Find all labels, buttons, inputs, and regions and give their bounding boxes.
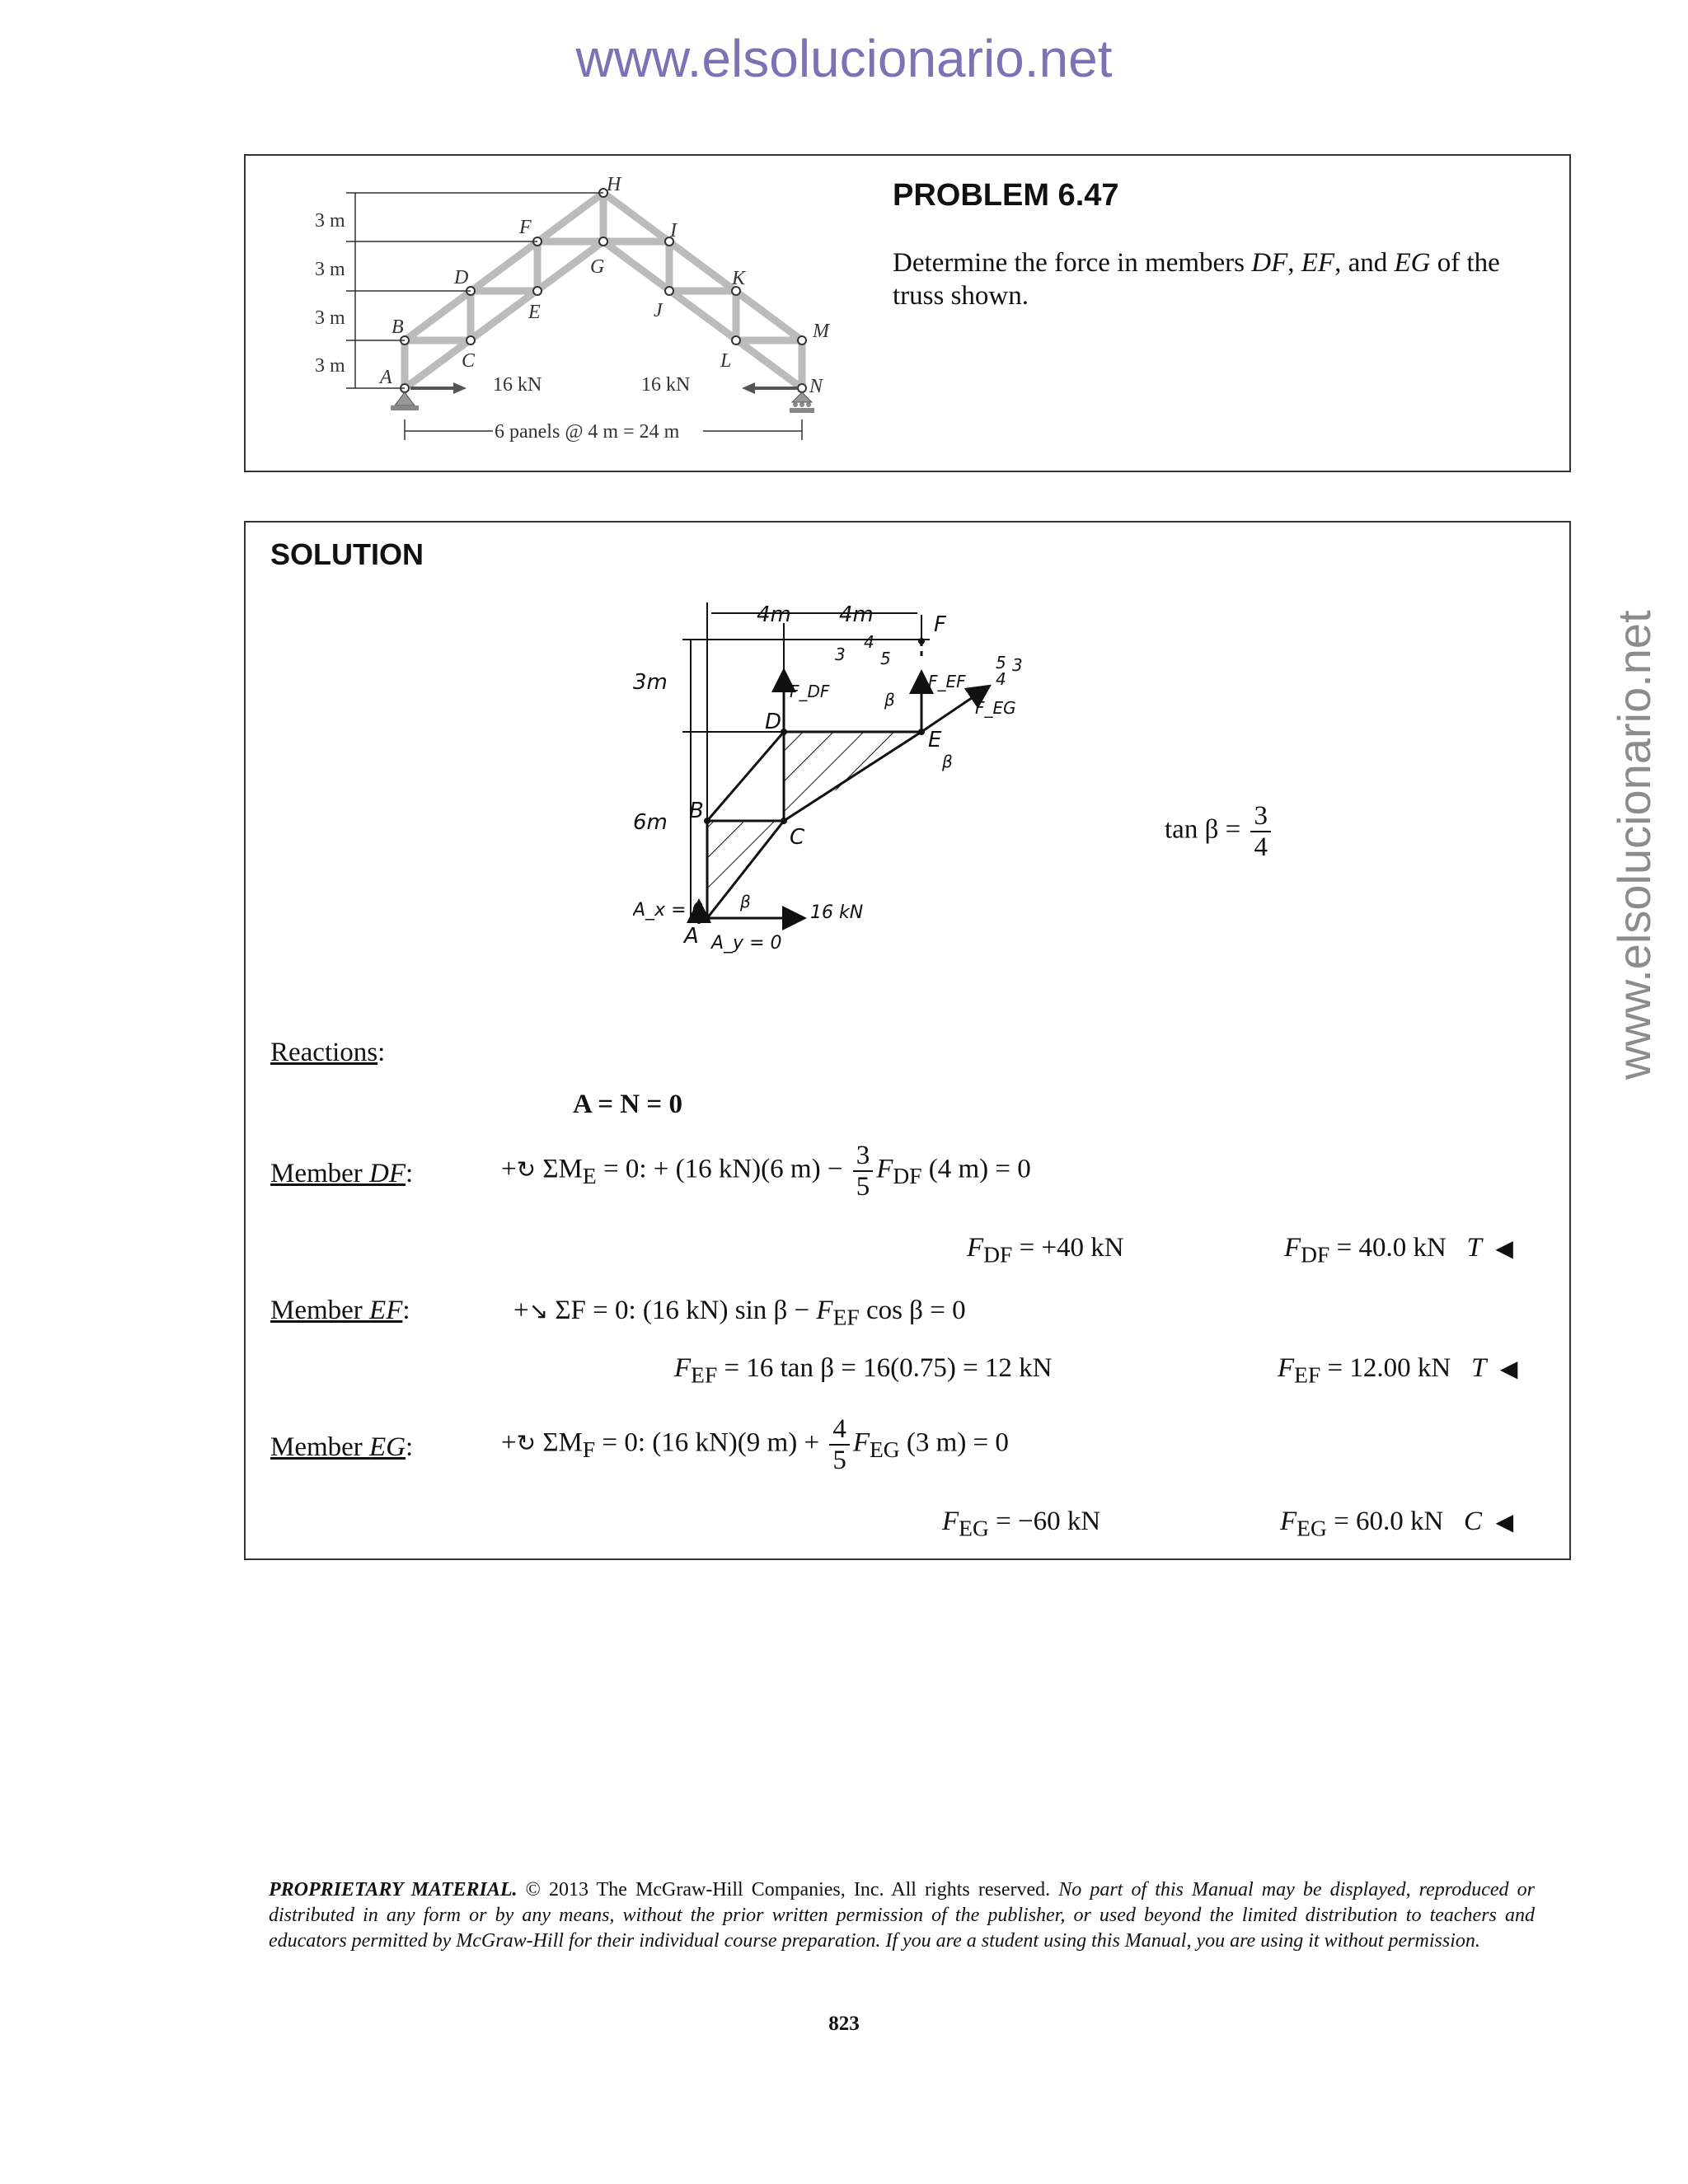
svg-text:F: F [519, 217, 532, 238]
sketch-dim: 3m [633, 670, 668, 695]
problem-box [244, 154, 1571, 472]
svg-text:C: C [462, 350, 476, 372]
sketch-force: F_DF [790, 682, 830, 701]
sketch-force: 16 kN [810, 902, 864, 923]
svg-text:K: K [732, 268, 746, 289]
member-df-label: Member DF: [270, 1159, 414, 1188]
dim-label: 3 m [315, 259, 345, 280]
svg-text:B: B [392, 316, 404, 338]
load-label: 16 kN [641, 374, 691, 396]
reactions-label: Reactions: [270, 1038, 386, 1067]
sketch-dim: 6m [633, 810, 668, 835]
sketch-joint: F [934, 612, 946, 637]
sketch-dim: 4m [757, 602, 791, 627]
sketch-joint: A [684, 924, 699, 949]
sketch-force: A_y = 0 [711, 933, 782, 954]
member-df-final: $F_{DF} = 40.0$ kN T ◀ [1284, 1233, 1513, 1268]
sketch-joint: E [928, 728, 942, 752]
slope-label: 5 [996, 653, 1006, 673]
tan-beta: tan β = $\frac{3}{4}$ [1165, 801, 1274, 862]
member-eg-equation: +↻ $\Sigma M_F = 0$: (16 kN)(9 m) + $\frac{4}{5}$ $F_{EG}$ (3 m) = 0 [501, 1414, 1009, 1475]
truss-figure [246, 156, 872, 469]
member-ef-equation: +↘ ΣF = 0: (16 kN) $\sin \beta - F_{EF}$ cos β = 0 [513, 1296, 966, 1330]
footer-notice: PROPRIETARY MATERIAL. © 2013 The McGraw-Hill Companies, Inc. All rights reserved. No part of this Manual may be displayed, reproduced or distributed in any form or by any means, without the prior written permission of the publisher, or used beyond the limited distribution to teachers and educators permitted by McGraw-Hill for their individual course preparation. If you are a student using this Manual, you are using it without permission. [269, 1879, 1535, 1952]
problem-statement: Determine the force in members DF, EF, and EG of the truss shown. [893, 248, 1500, 311]
member-df-equation: +↻ $\Sigma M_E = 0$: + (16 kN)(6 m) − $\frac{3}{5}$ $F_{DF}$ (4 m) = 0 [501, 1141, 1031, 1202]
free-body-sketch [633, 598, 1144, 977]
svg-text:M: M [813, 321, 829, 342]
slope-label: 3 [835, 644, 846, 664]
svg-text:L: L [720, 350, 732, 372]
member-eg-label: Member EG: [270, 1432, 414, 1462]
svg-text:E: E [528, 302, 541, 323]
svg-text:N: N [809, 376, 823, 397]
angle-label: β [942, 752, 953, 771]
page-number: 823 [828, 2013, 860, 2035]
load-label: 16 kN [493, 374, 542, 396]
svg-text:H: H [607, 174, 621, 195]
watermark-side: www.elsolucionario.net [1608, 610, 1660, 1080]
svg-text:I: I [670, 220, 677, 241]
slope-label: 4 [996, 669, 1006, 689]
sketch-force: F_EF [928, 672, 966, 691]
slope-label: 3 [1012, 655, 1023, 675]
sketch-joint: B [689, 799, 704, 823]
svg-text:A: A [380, 367, 392, 388]
sketch-joint: D [765, 710, 782, 734]
solution-box [244, 521, 1571, 1560]
dim-label: 3 m [315, 210, 345, 232]
member-eg-final: $F_{EG} = 60.0$ kN C ◀ [1280, 1507, 1514, 1541]
member-df-result: $F_{DF} = +40$ kN [967, 1233, 1124, 1268]
dim-label: 3 m [315, 307, 345, 329]
slope-label: 4 [864, 632, 874, 652]
member-ef-label: Member EF: [270, 1296, 410, 1325]
load-arrows [410, 382, 798, 394]
svg-text:D: D [454, 267, 469, 288]
member-eg-result: $F_{EG} = -60$ kN [942, 1507, 1101, 1541]
dim-label: 3 m [315, 355, 345, 377]
svg-text:J: J [654, 300, 663, 321]
sketch-force: A_x = 0 [633, 900, 704, 921]
svg-text:G: G [590, 256, 605, 278]
sketch-dim: 4m [839, 602, 874, 627]
slope-label: 5 [880, 649, 891, 668]
angle-label: β [884, 690, 895, 710]
reactions-equation: A = N = 0 [573, 1090, 682, 1119]
problem-title: PROBLEM 6.47 [893, 178, 1119, 213]
member-ef-result: $F_{EF} = 16$ tan β = 16(0.75) = 12 kN [674, 1353, 1053, 1388]
member-ef-final: $F_{EF} = 12.00$ kN T ◀ [1278, 1353, 1518, 1388]
watermark-top: www.elsolucionario.net [575, 29, 1113, 88]
sketch-force: F_EG [975, 698, 1016, 718]
sketch-joint: C [790, 825, 805, 850]
span-label: 6 panels @ 4 m = 24 m [495, 421, 680, 443]
solution-title: SOLUTION [270, 537, 424, 571]
angle-label: β [740, 892, 751, 912]
